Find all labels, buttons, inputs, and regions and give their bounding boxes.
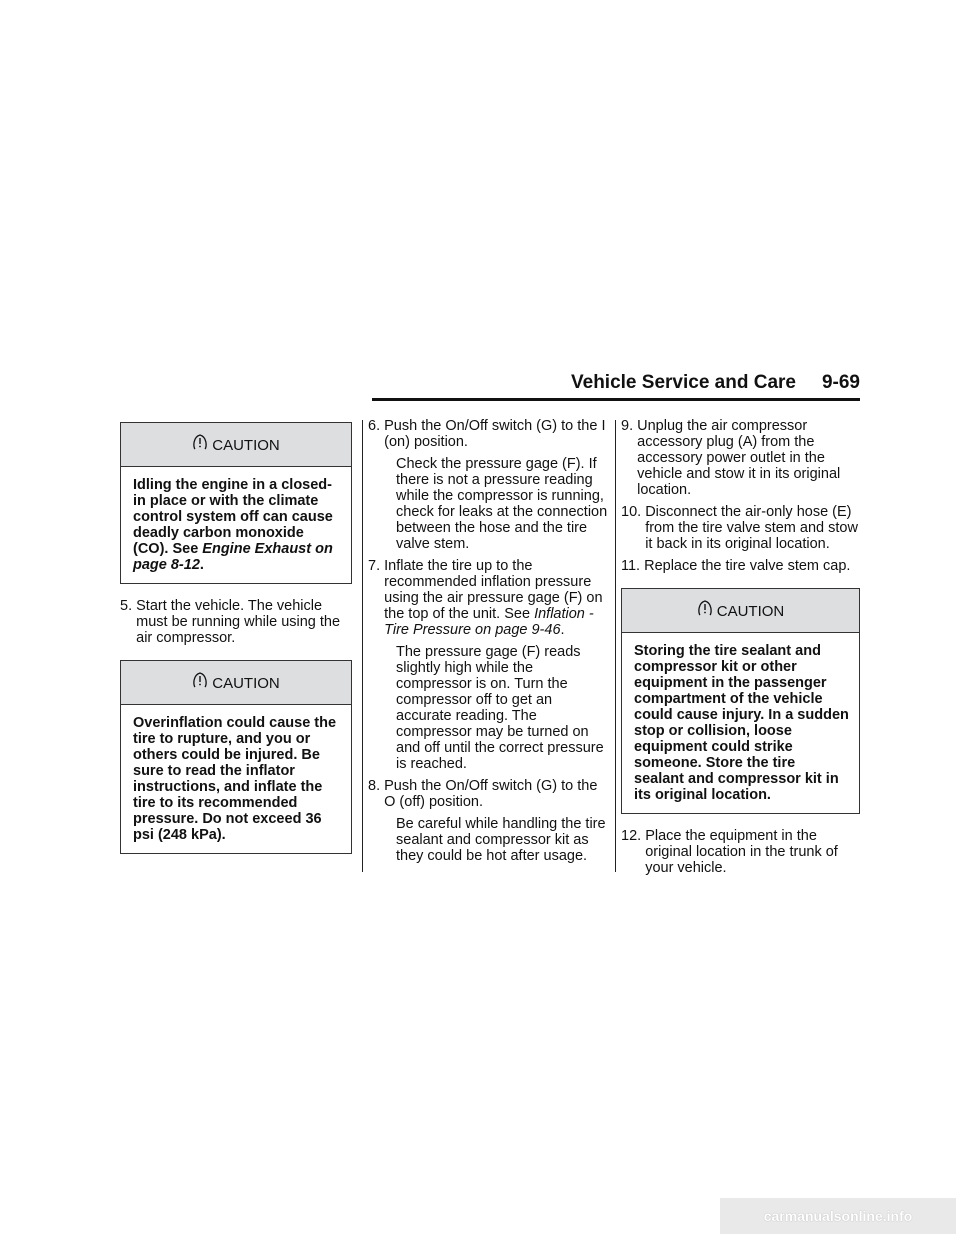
caution-label: CAUTION bbox=[716, 602, 785, 620]
step-note: The pressure gage (F) reads slightly high while the compressor is on. Turn the compressor off to get an accurate reading. The compressor may be turned on and off until the correct pressure is reached. bbox=[396, 644, 604, 772]
warning-icon bbox=[697, 600, 713, 616]
cross-reference-link[interactable]: Engine Exhaust on page 8-12 bbox=[133, 541, 333, 573]
header-rule bbox=[372, 398, 860, 401]
caution-header bbox=[121, 423, 351, 467]
column-2 bbox=[368, 418, 608, 870]
caution-header bbox=[622, 589, 859, 633]
watermark: carmanualsonline.info bbox=[720, 1198, 956, 1234]
warning-icon bbox=[192, 672, 208, 688]
column-3 bbox=[621, 418, 860, 882]
step-note: Be careful while handling the tire sealant and compressor kit as they could be hot after usage. bbox=[396, 816, 606, 864]
caution-box bbox=[120, 660, 352, 854]
list-item: 9. Unplug the air compressor accessory plug (A) from the accessory power outlet in the vehicle and stow it in its original location. bbox=[621, 418, 841, 498]
list-item: 8. Push the On/Off switch (G) to the O (off) position. bbox=[368, 778, 598, 810]
warning-icon bbox=[192, 434, 208, 450]
list-item: 10. Disconnect the air-only hose (E) from the tire valve stem and stow it back in its original location. bbox=[621, 504, 858, 552]
caution-header bbox=[121, 661, 351, 705]
list-item: 6. Push the On/Off switch (G) to the I (on) position. bbox=[368, 418, 606, 450]
column-divider bbox=[362, 420, 363, 872]
list-item: 12. Place the equipment in the original location in the trunk of your vehicle. bbox=[621, 828, 838, 876]
caution-text: Storing the tire sealant and compressor kit or other equipment in the passenger compartment of the vehicle could cause injury. In a sudden stop or collision, loose equipment could strike someone. Store the tire sealant and compressor kit in its original location. bbox=[634, 643, 849, 803]
caution-label: CAUTION bbox=[212, 674, 280, 692]
column-divider bbox=[615, 420, 616, 872]
list-item: 7. Inflate the tire up to the recommended inflation pressure using the air pressure gage (F) on the top of the unit. See Inflation - Tire Pressure on page 9-46. bbox=[368, 558, 603, 638]
caution-label: CAUTION bbox=[212, 436, 280, 454]
page-number: 9-69 bbox=[821, 372, 860, 393]
cross-reference-link[interactable]: Inflation - Tire Pressure on page 9-46 bbox=[384, 606, 594, 638]
caution-box bbox=[621, 588, 860, 814]
section-title: Vehicle Service and Care bbox=[571, 372, 796, 393]
step-note: Check the pressure gage (F). If there is not a pressure reading while the compressor is running, check for leaks at the connection between the hose and the tire valve stem. bbox=[396, 456, 608, 552]
list-item: 11. Replace the tire valve stem cap. bbox=[621, 558, 851, 574]
column-1 bbox=[120, 422, 352, 854]
caution-text: Overinflation could cause the tire to rupture, and you or others could be injured. Be sure to read the inflator instructions, and inflate the tire to its recommended pressure. Do not exceed 36 psi (248 kPa). bbox=[133, 715, 337, 843]
page-header bbox=[372, 372, 860, 398]
caution-box bbox=[120, 422, 352, 584]
list-item: 5. Start the vehicle. The vehicle must be running while using the air compressor. bbox=[120, 598, 341, 646]
caution-text: Idling the engine in a closed-in place or with the climate control system off can cause deadly carbon monoxide (CO). See Engine Exhaust on page 8-12. bbox=[133, 477, 333, 573]
